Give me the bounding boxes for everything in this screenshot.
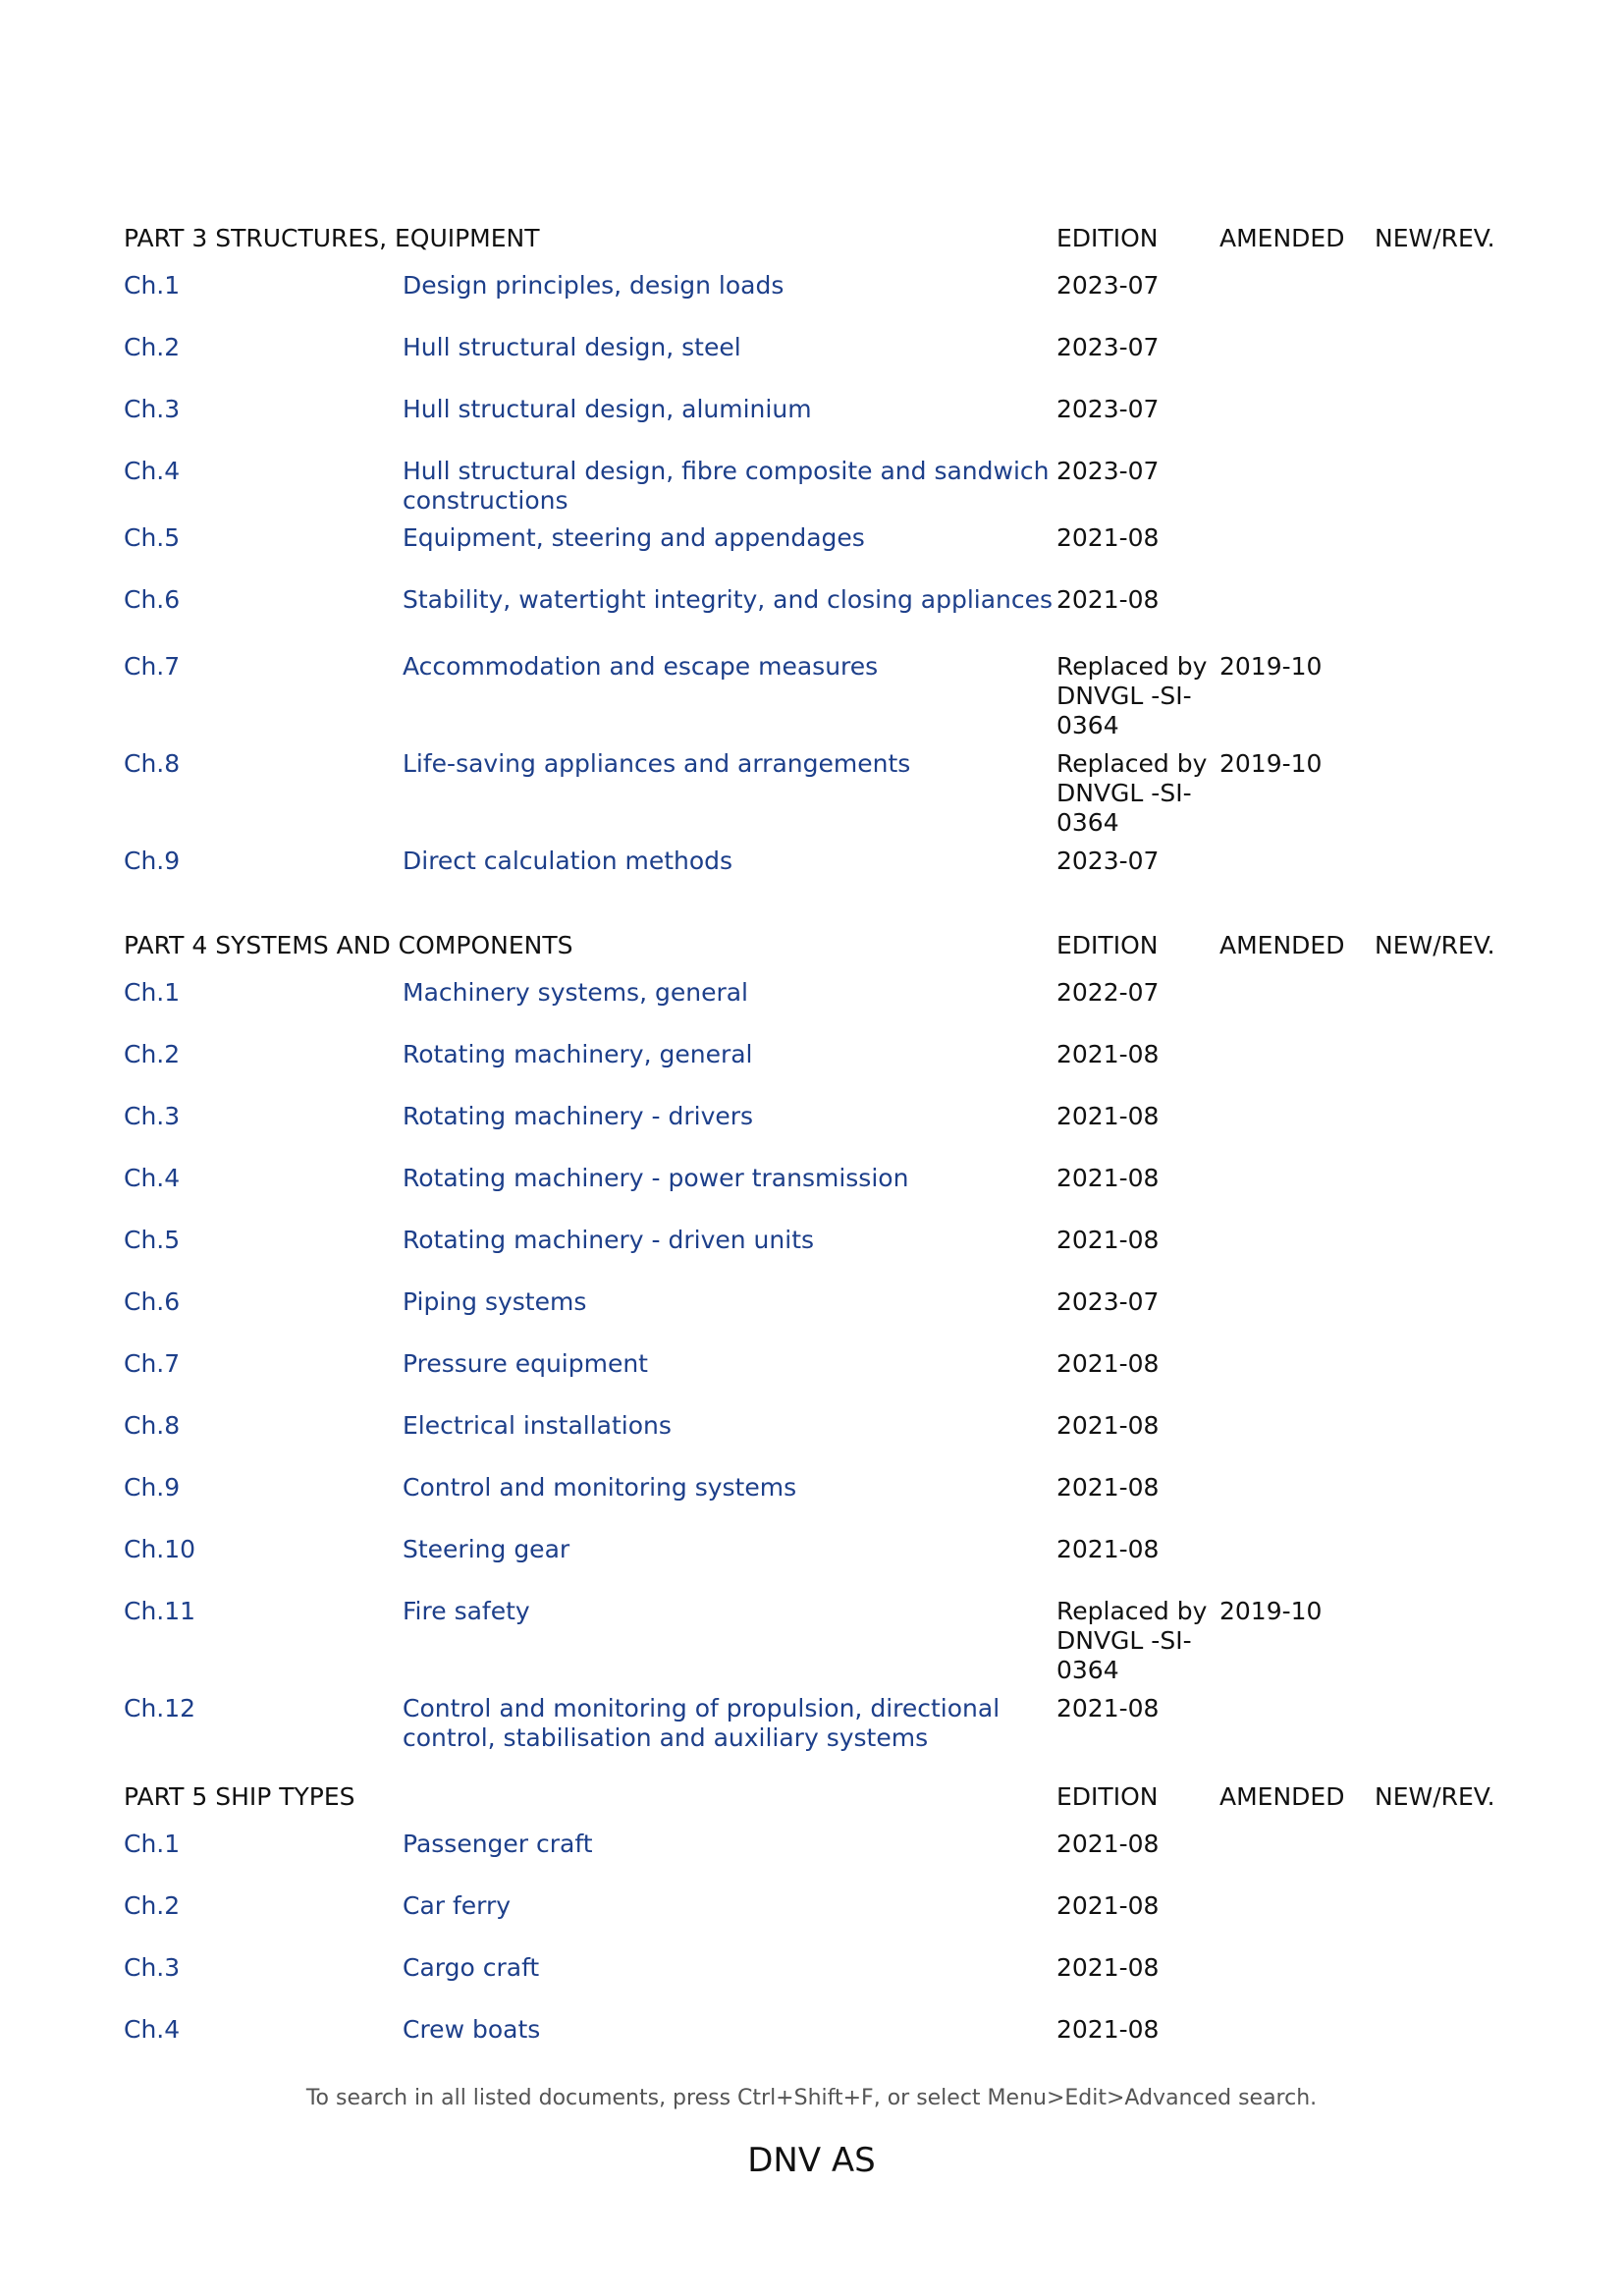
chapter-number-link[interactable]: Ch.5 [124,1226,181,1254]
edition-value: 2021-08 [1056,1473,1160,1502]
section-title: PART 3 STRUCTURES, EQUIPMENT [124,224,540,252]
chapter-title-link[interactable]: Rotating machinery - power transmission [403,1164,909,1192]
chapter-title-link[interactable]: Stability, watertight integrity, and closing appliances [403,585,1054,614]
edition-value: 2021-08 [1056,1040,1160,1068]
edition-value: 2023-07 [1056,271,1160,300]
chapter-number-link[interactable]: Ch.4 [124,1164,181,1192]
chapter-title-link[interactable]: Passenger craft [403,1830,593,1858]
edition-value: Replaced by DNVGL -SI-0364 [1056,652,1208,739]
chapter-title-link[interactable]: Control and monitoring systems [403,1473,797,1502]
amended-value: 2019-10 [1219,1597,1323,1625]
edition-value: 2022-07 [1056,978,1160,1007]
chapter-title-link[interactable]: Steering gear [403,1535,570,1563]
chapter-row [124,457,1518,523]
chapter-row [124,395,1518,457]
edition-value: 2021-08 [1056,1694,1160,1722]
edition-value: 2023-07 [1056,847,1160,875]
amended-value: 2019-10 [1219,652,1323,681]
amended-header: AMENDED [1219,931,1345,959]
organization-name: DNV AS [747,2141,876,2180]
chapter-number-link[interactable]: Ch.7 [124,652,181,681]
edition-value: 2021-08 [1056,1535,1160,1563]
chapter-title-link[interactable]: Accommodation and escape measures [403,652,879,681]
chapter-row [124,1411,1518,1473]
edition-value: 2023-07 [1056,395,1160,423]
chapter-row [124,1040,1518,1102]
chapter-title-link[interactable]: Hull structural design, aluminium [403,395,812,423]
chapter-row [124,749,1518,847]
chapter-row [124,1349,1518,1411]
chapter-number-link[interactable]: Ch.5 [124,523,181,552]
chapter-row [124,1287,1518,1349]
part-3-section [124,224,1518,890]
newrev-header: NEW/REV. [1375,224,1495,252]
edition-value: 2021-08 [1056,1226,1160,1254]
edition-value: 2021-08 [1056,523,1160,552]
edition-value: 2021-08 [1056,1349,1160,1378]
chapter-row [124,585,1518,652]
chapter-title-link[interactable]: Electrical installations [403,1411,672,1440]
section-header [124,1782,1518,1830]
chapter-title-link[interactable]: Design principles, design loads [403,271,784,300]
newrev-header: NEW/REV. [1375,931,1495,959]
document-page [124,224,1518,2086]
edition-value: Replaced by DNVGL -SI-0364 [1056,749,1208,837]
chapter-number-link[interactable]: Ch.2 [124,1040,181,1068]
chapter-row [124,978,1518,1040]
chapter-row [124,1102,1518,1164]
chapter-number-link[interactable]: Ch.11 [124,1597,196,1625]
chapter-number-link[interactable]: Ch.3 [124,395,181,423]
edition-value: 2021-08 [1056,1164,1160,1192]
search-hint: To search in all listed documents, press Ctrl+Shift+F, or select Menu>Edit>Advanced search. [305,2086,1318,2110]
chapter-row [124,1535,1518,1597]
chapter-number-link[interactable]: Ch.2 [124,1891,181,1920]
chapter-row [124,847,1518,890]
section-title: PART 5 SHIP TYPES [124,1782,355,1811]
chapter-row [124,1597,1518,1694]
chapter-number-link[interactable]: Ch.9 [124,1473,181,1502]
newrev-header: NEW/REV. [1375,1782,1495,1811]
chapter-row [124,1694,1518,1755]
chapter-row [124,1953,1518,2015]
edition-value: 2023-07 [1056,1287,1160,1316]
chapter-title-link[interactable]: Direct calculation methods [403,847,733,875]
chapter-row [124,523,1518,585]
chapter-number-link[interactable]: Ch.6 [124,585,181,614]
chapter-title-link[interactable]: Rotating machinery - driven units [403,1226,815,1254]
edition-value: 2021-08 [1056,1830,1160,1858]
edition-value: 2021-08 [1056,1953,1160,1982]
part-4-section [124,931,1518,1755]
chapter-number-link[interactable]: Ch.3 [124,1102,181,1130]
chapter-row [124,333,1518,395]
section-header [124,931,1518,978]
chapter-row [124,652,1518,749]
edition-value: 2021-08 [1056,1891,1160,1920]
chapter-number-link[interactable]: Ch.10 [124,1535,196,1563]
chapter-number-link[interactable]: Ch.4 [124,2015,181,2044]
chapter-title-link[interactable]: Hull structural design, steel [403,333,741,361]
section-header [124,224,1518,271]
chapter-number-link[interactable]: Ch.1 [124,978,181,1007]
chapter-title-link[interactable]: Fire safety [403,1597,530,1625]
edition-header: EDITION [1056,1782,1159,1811]
chapter-title-link[interactable]: Pressure equipment [403,1349,648,1378]
edition-header: EDITION [1056,224,1159,252]
amended-header: AMENDED [1219,224,1345,252]
chapter-title-link[interactable]: Cargo craft [403,1953,540,1982]
edition-value: 2021-08 [1056,1411,1160,1440]
chapter-row [124,1226,1518,1287]
chapter-title-link[interactable]: Crew boats [403,2015,541,2044]
chapter-number-link[interactable]: Ch.9 [124,847,181,875]
chapter-title-link[interactable]: Rotating machinery - drivers [403,1102,754,1130]
chapter-number-link[interactable]: Ch.8 [124,749,181,778]
chapter-number-link[interactable]: Ch.12 [124,1694,196,1722]
chapter-title-link[interactable]: Life-saving appliances and arrangements [403,749,911,778]
chapter-row [124,1891,1518,1953]
edition-value: 2023-07 [1056,333,1160,361]
chapter-row [124,2015,1518,2045]
chapter-title-link[interactable]: Hull structural design, fibre composite and sandwich constructions [403,457,1050,515]
chapter-title-link[interactable]: Control and monitoring of propulsion, directional control, stabilisation and auxiliary systems [403,1694,1001,1752]
edition-header: EDITION [1056,931,1159,959]
chapter-number-link[interactable]: Ch.1 [124,1830,181,1858]
edition-value: 2021-08 [1056,2015,1160,2044]
chapter-row [124,1164,1518,1226]
chapter-title-link[interactable]: Rotating machinery, general [403,1040,753,1068]
chapter-row [124,1473,1518,1535]
chapter-number-link[interactable]: Ch.4 [124,457,181,485]
chapter-row [124,271,1518,333]
chapter-title-link[interactable]: Car ferry [403,1891,512,1920]
chapter-number-link[interactable]: Ch.1 [124,271,181,300]
edition-value: 2021-08 [1056,1102,1160,1130]
chapter-title-link[interactable]: Machinery systems, general [403,978,748,1007]
chapter-number-link[interactable]: Ch.2 [124,333,181,361]
section-title: PART 4 SYSTEMS AND COMPONENTS [124,931,573,959]
chapter-title-link[interactable]: Equipment, steering and appendages [403,523,865,552]
part-5-section [124,1782,1518,2045]
chapter-title-link[interactable]: Piping systems [403,1287,587,1316]
amended-header: AMENDED [1219,1782,1345,1811]
amended-value: 2019-10 [1219,749,1323,778]
chapter-number-link[interactable]: Ch.6 [124,1287,181,1316]
edition-value: 2023-07 [1056,457,1160,485]
chapter-number-link[interactable]: Ch.8 [124,1411,181,1440]
edition-value: 2021-08 [1056,585,1160,614]
chapter-number-link[interactable]: Ch.3 [124,1953,181,1982]
chapter-number-link[interactable]: Ch.7 [124,1349,181,1378]
edition-value: Replaced by DNVGL -SI-0364 [1056,1597,1208,1684]
chapter-row [124,1830,1518,1891]
